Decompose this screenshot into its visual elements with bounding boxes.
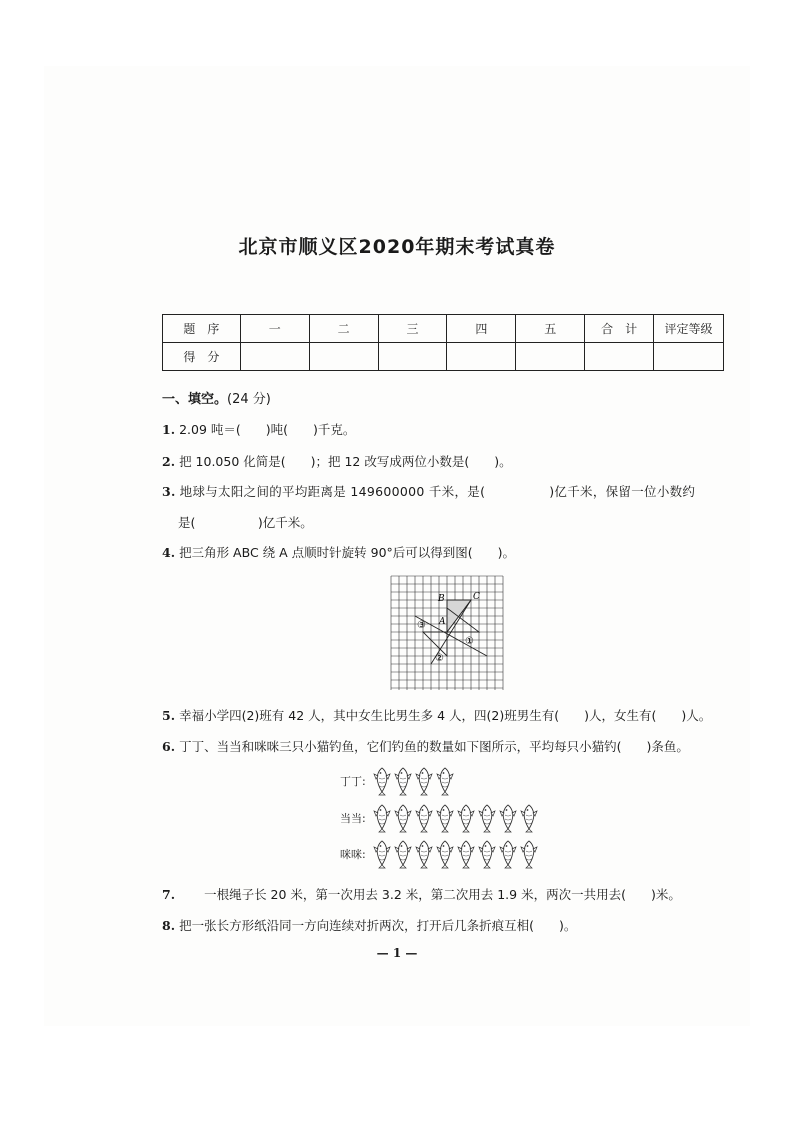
fish-icon <box>435 839 456 869</box>
fish-row-label: 丁丁: <box>340 775 366 788</box>
score-cell[interactable] <box>378 343 447 371</box>
question-4 <box>162 543 515 561</box>
score-cell[interactable] <box>654 343 724 371</box>
fish-icon <box>477 803 498 833</box>
fish-icon <box>393 839 414 869</box>
question-3 <box>162 482 695 500</box>
question-1 <box>162 420 355 438</box>
fish-group <box>372 803 540 833</box>
score-cell[interactable] <box>447 343 516 371</box>
header-cell: 合 计 <box>585 315 654 343</box>
question-2 <box>162 452 512 470</box>
fish-row-dingding <box>340 764 456 798</box>
rotation-grid-figure <box>389 574 509 692</box>
question-number: 6. <box>162 739 176 754</box>
question-number: 8. <box>162 918 176 933</box>
section-points: (24 分) <box>227 392 271 407</box>
question-number: 7. <box>162 887 176 902</box>
page-title: 北京市顺义区2020年期末考试真卷 <box>238 236 556 258</box>
fish-icon <box>456 839 477 869</box>
fish-icon <box>372 766 393 796</box>
fish-icon <box>372 839 393 869</box>
question-number: 1. <box>162 422 176 437</box>
fish-group <box>372 839 540 869</box>
question-number: 2. <box>162 454 176 469</box>
question-text: 把三角形 ABC 绕 A 点顺时针旋转 90°后可以得到图( )。 <box>179 545 516 560</box>
question-8 <box>162 916 576 934</box>
fish-icon <box>393 766 414 796</box>
question-number: 5. <box>162 708 176 723</box>
fish-row-dangdang <box>340 801 540 835</box>
question-text: 幸福小学四(2)班有 42 人，其中女生比男生多 4 人，四(2)班男生有( )人，女生有( )人。 <box>179 708 712 723</box>
header-cell: 评定等级 <box>654 315 724 343</box>
header-cell: 题 序 <box>163 315 241 343</box>
score-cell[interactable] <box>309 343 378 371</box>
page-number: — 1 — <box>376 946 418 960</box>
score-cell[interactable] <box>585 343 654 371</box>
fish-icon <box>372 803 393 833</box>
question-5 <box>162 706 711 724</box>
score-table-header-row <box>163 315 724 343</box>
header-cell: 五 <box>516 315 585 343</box>
question-number: 3. <box>162 484 176 499</box>
question-7 <box>162 885 681 903</box>
label-3: ③ <box>417 620 426 631</box>
fish-icon <box>519 839 540 869</box>
score-table-score-row <box>163 343 724 371</box>
fish-icon <box>414 839 435 869</box>
fish-row-label: 当当: <box>340 812 366 825</box>
section-title: 一、填空。 <box>162 392 228 407</box>
section-heading <box>162 388 271 407</box>
fish-icon <box>498 803 519 833</box>
fish-icon <box>498 839 519 869</box>
question-number: 4. <box>162 545 176 560</box>
question-text: 2.09 吨＝( )吨( )千克。 <box>179 422 356 437</box>
score-cell[interactable] <box>516 343 585 371</box>
score-table <box>162 314 724 371</box>
question-text: 把 10.050 化简是( )；把 12 改写成两位小数是( )。 <box>179 454 512 469</box>
fish-icon <box>414 803 435 833</box>
fish-row-label: 咪咪: <box>340 848 366 861</box>
score-cell[interactable] <box>240 343 309 371</box>
question-text: 地球与太阳之间的平均距离是 149600000 千米，是( )亿千米，保留一位小数约 <box>179 484 696 499</box>
fish-icon <box>435 766 456 796</box>
fish-icon <box>414 766 435 796</box>
fish-icon <box>477 839 498 869</box>
header-cell: 三 <box>378 315 447 343</box>
header-cell: 四 <box>447 315 516 343</box>
fish-row-mimi <box>340 837 540 871</box>
label-2: ② <box>435 653 444 664</box>
question-text: 一根绳子长 20 米，第一次用去 3.2 米，第二次用去 1.9 米，两次一共用去( )米。 <box>179 887 681 902</box>
label-b: B <box>438 594 445 604</box>
score-row-label: 得 分 <box>163 343 241 371</box>
question-text: 是( )亿千米。 <box>178 515 313 530</box>
fish-group <box>372 766 456 796</box>
fish-icon <box>435 803 456 833</box>
question-3-continued <box>174 513 313 531</box>
label-1: ① <box>465 636 474 647</box>
label-c: C <box>473 592 480 602</box>
fish-icon <box>393 803 414 833</box>
fish-icon <box>456 803 477 833</box>
question-text: 把一张长方形纸沿同一方向连续对折两次，打开后几条折痕互相( )。 <box>179 918 577 933</box>
question-text: 丁丁、当当和咪咪三只小猫钓鱼，它们钓鱼的数量如下图所示，平均每只小猫钓( )条鱼。 <box>179 739 689 754</box>
question-6 <box>162 737 689 755</box>
header-cell: 二 <box>309 315 378 343</box>
label-a: A <box>439 617 446 627</box>
fish-icon <box>519 803 540 833</box>
header-cell: 一 <box>240 315 309 343</box>
